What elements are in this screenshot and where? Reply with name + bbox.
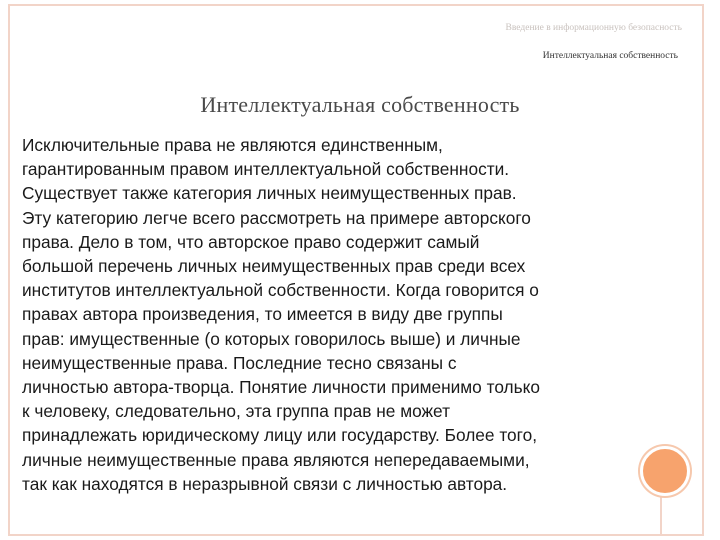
topic-header: Интеллектуальная собственность [542, 51, 678, 61]
slide-title: Интеллектуальная собственность [200, 92, 520, 117]
body-line: личностью автора-творца. Понятие личности применимо только [22, 377, 540, 398]
body-line: так как находятся в неразрывной связи с личностью автора. [22, 473, 508, 494]
body-line: правах автора произведения, то имеется в виду две группы [22, 304, 503, 325]
body-line: прав: имущественные (о которых говорилось выше) и личные [22, 328, 521, 349]
body-line: личные неимущественные права являются непередаваемыми, [22, 449, 530, 470]
body-line: гарантированным правом интеллектуальной собственности. [22, 159, 510, 180]
body-line: институтов интеллектуальной собственности. Когда говорится о [22, 280, 539, 301]
body-line: большой перечень личных неимущественных прав среди всех [22, 256, 526, 277]
body-line: Эту категорию легче всего рассмотреть на примере авторского [22, 207, 531, 228]
frame-notch [660, 496, 662, 536]
body-line: принадлежать юридическому лицу или государству. Более того, [22, 425, 538, 446]
body-line: Исключительные права не являются единственным, [22, 135, 443, 155]
body-text [22, 133, 540, 496]
body-line: права. Дело в том, что авторское право содержит самый [22, 231, 480, 252]
course-header: Введение в информационную безопасность [505, 23, 682, 33]
body-line: неимущественные права. Последние тесно связаны с [22, 352, 457, 373]
body-line: Существует также категория личных неимущественных прав. [22, 183, 517, 204]
decorative-circle-icon [640, 446, 690, 496]
body-line: к человеку, следовательно, эта группа прав не может [22, 401, 451, 422]
